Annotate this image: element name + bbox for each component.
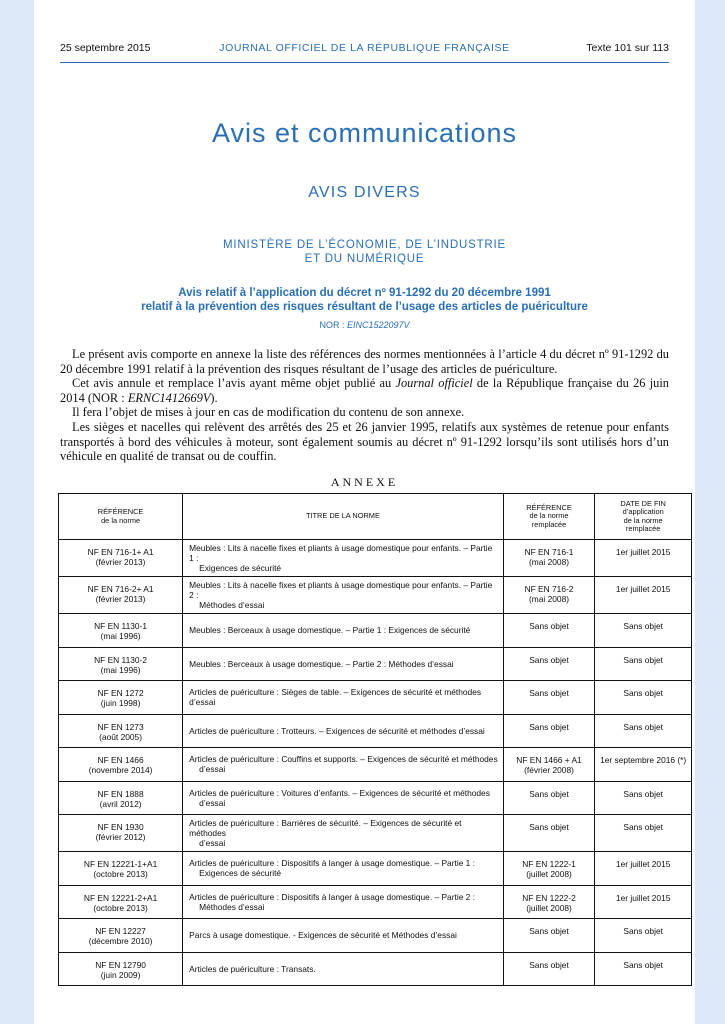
reference-code: NF EN 1130-1 <box>94 621 148 631</box>
page-title: Avis et communications <box>211 118 518 148</box>
avis-title-line-2: relatif à la prévention des risques résultant de l’usage des articles de puériculture <box>141 301 588 313</box>
cell-replaced <box>503 885 595 919</box>
replaced-code: Sans objet <box>529 721 569 732</box>
table-row <box>59 919 692 953</box>
title-line-2: d’essai <box>199 764 226 775</box>
header-title <box>183 494 504 540</box>
reference-date: (octobre 2013) <box>93 869 148 879</box>
section-title: AVIS DIVERS <box>308 184 421 201</box>
avis-title <box>34 286 695 314</box>
cell-replaced <box>503 748 595 782</box>
cell-title <box>183 647 504 681</box>
cell-replaced <box>503 781 595 815</box>
reference-date: (octobre 2013) <box>93 902 148 913</box>
cell-end-date: Sans objet <box>595 681 692 715</box>
reference-code: NF EN 12221-2+A1 <box>83 892 158 903</box>
header-date: 25 septembre 2015 <box>60 42 151 54</box>
title-line-2: Exigences de sécurité <box>199 868 282 879</box>
cell-end-date: 1er juillet 2015 <box>595 885 692 919</box>
document-page <box>34 0 695 1024</box>
table-row <box>59 540 692 577</box>
avis-title-line-1: Avis relatif à l’application du décret nº 91-1292 du 20 décembre 1991 <box>178 287 551 299</box>
reference-date: (novembre 2014) <box>88 765 153 775</box>
reference-date: (décembre 2010) <box>88 936 153 946</box>
cell-replaced <box>503 919 595 953</box>
cell-title <box>183 919 504 953</box>
cell-end-date: Sans objet <box>595 952 692 986</box>
cell-title <box>183 815 504 852</box>
header-end-date <box>595 494 692 540</box>
annexe-title: ANNEXE <box>330 475 399 489</box>
title-line-1: Articles de puériculture : Voitures d’enfants. – Exigences de sécurité et méthodes <box>189 787 490 798</box>
cell-title <box>183 852 504 886</box>
cell-replaced <box>503 647 595 681</box>
table-row <box>59 614 692 648</box>
title-line-1: Meubles : Lits à nacelle fixes et pliants à usage domestique pour enfants. – Partie 1 : <box>189 543 493 563</box>
table-row <box>59 577 692 614</box>
replaced-code: Sans objet <box>529 621 569 631</box>
table-header-row <box>59 494 692 540</box>
cell-end-date: Sans objet <box>595 919 692 953</box>
title-line-1: Articles de puériculture : Dispositifs à langer à usage domestique. – Partie 2 : <box>189 891 475 902</box>
header-end-date-line-3: de la norme <box>623 515 663 525</box>
reference-date: (février 2013) <box>95 594 146 604</box>
ministry-line-1: MINISTÈRE DE L’ÉCONOMIE, DE L’INDUSTRIE <box>223 239 506 251</box>
cell-replaced <box>503 540 595 577</box>
cell-end-date: Sans objet <box>595 647 692 681</box>
cell-reference <box>59 714 183 748</box>
paragraph-2-part-b: de la République française du 26 juin 2014 (NOR : <box>60 376 670 405</box>
cell-end-date: Sans objet <box>595 714 692 748</box>
cell-replaced <box>503 714 595 748</box>
reference-code: NF EN 1930 <box>97 822 144 832</box>
replaced-code: Sans objet <box>529 788 569 799</box>
cell-replaced <box>503 815 595 852</box>
cell-reference <box>59 681 183 715</box>
cell-reference <box>59 647 183 681</box>
reference-code: NF EN 12227 <box>95 926 146 936</box>
title-line-1: Articles de puériculture : Couffins et supports. – Exigences de sécurité et méthodes <box>189 754 498 765</box>
header-replaced-line-2: de la norme <box>529 511 569 521</box>
cell-reference <box>59 815 183 852</box>
cell-end-date: 1er juillet 2015 <box>595 852 692 886</box>
header-title-text: TITRE DE LA NORME <box>305 511 380 521</box>
header-rule <box>60 62 669 63</box>
reference-code: NF EN 1888 <box>97 788 144 799</box>
replaced-date: (juillet 2008) <box>526 902 572 913</box>
title-line-2: Méthodes d’essai <box>199 600 265 610</box>
paragraph-3: Il fera l’objet de mises à jour en cas de modification du contenu de son annexe. <box>72 405 465 420</box>
replaced-date: (février 2008) <box>524 765 574 775</box>
cell-end-date: 1er juillet 2015 <box>595 540 692 577</box>
reference-code: NF EN 12790 <box>95 959 146 970</box>
paragraph-1: Le présent avis comporte en annexe la liste des références des normes mentionnées à l’article 4 du décret nº 91-1292 du 20 décembre 1991 relatif à la prévention des risques résultant de l’usage des articles de puériculture. <box>60 347 669 376</box>
reference-code: NF EN 1273 <box>97 721 144 732</box>
cell-end-date: 1er juillet 2015 <box>595 577 692 614</box>
replaced-code: Sans objet <box>529 959 569 970</box>
cell-reference <box>59 952 183 986</box>
title-line-2: Méthodes d’essai <box>199 901 265 912</box>
cell-reference <box>59 781 183 815</box>
cell-end-date: Sans objet <box>595 614 692 648</box>
reference-code: NF EN 1466 <box>97 755 144 765</box>
reference-date: (mai 1996) <box>100 631 141 641</box>
page-header <box>60 42 669 60</box>
cell-replaced <box>503 852 595 886</box>
cell-reference <box>59 852 183 886</box>
replaced-code: NF EN 716-1 <box>524 547 574 557</box>
header-replaced-line-1: RÉFÉRENCE <box>526 502 572 512</box>
table-row <box>59 781 692 815</box>
left-margin-band <box>0 0 34 1024</box>
reference-code: NF EN 716-2+ A1 <box>87 584 154 594</box>
reference-date: (avril 2012) <box>99 798 142 809</box>
title-line-2: d’essai <box>199 797 226 808</box>
ministry-line-2: ET DU NUMÉRIQUE <box>304 253 425 265</box>
replaced-code: NF EN 1222-1 <box>522 859 576 869</box>
table-row <box>59 952 692 986</box>
title-line-1: Articles de puériculture : Sièges de table. – Exigences de sécurité et méthodes d’essai <box>189 687 482 708</box>
header-reference-line-1: RÉFÉRENCE <box>97 507 144 517</box>
table-row <box>59 647 692 681</box>
cell-title <box>183 540 504 577</box>
header-replaced-reference <box>503 494 595 540</box>
title-line-1: Articles de puériculture : Barrières de sécurité. – Exigences de sécurité et méthodes <box>189 818 462 838</box>
title-line-1: Articles de puériculture : Trotteurs. – Exigences de sécurité et méthodes d’essai <box>189 725 485 736</box>
reference-date: (février 2012) <box>95 832 146 842</box>
reference-code: NF EN 716-1+ A1 <box>87 547 154 557</box>
cell-end-date: Sans objet <box>595 781 692 815</box>
replaced-code: NF EN 1466 + A1 <box>516 755 582 765</box>
cell-reference <box>59 748 183 782</box>
cell-reference <box>59 540 183 577</box>
previous-nor-code: ERNC1412669V <box>127 390 211 405</box>
title-line-1: Articles de puériculture : Dispositifs à langer à usage domestique. – Partie 1 : <box>189 858 475 869</box>
body-text <box>60 347 669 464</box>
cell-title <box>183 885 504 919</box>
paragraph-2-part-a: Cet avis annule et remplace l’avis ayant même objet publié au <box>72 376 396 391</box>
cell-replaced <box>503 952 595 986</box>
reference-date: (juin 2009) <box>100 969 141 980</box>
title-line-1: Meubles : Berceaux à usage domestique. – Partie 2 : Méthodes d’essai <box>189 658 454 669</box>
table-row <box>59 714 692 748</box>
reference-date: (mai 1996) <box>100 664 141 675</box>
cell-title <box>183 714 504 748</box>
paragraph-2 <box>60 376 669 405</box>
table-row <box>59 885 692 919</box>
cell-end-date: Sans objet <box>595 815 692 852</box>
header-replaced-line-3: remplacée <box>531 519 567 529</box>
reference-date: (août 2005) <box>99 731 142 742</box>
replaced-date: (mai 2008) <box>528 594 570 604</box>
replaced-code: Sans objet <box>529 822 569 832</box>
journal-officiel-italic: Journal officiel <box>395 376 473 391</box>
replaced-code: NF EN 1222-2 <box>522 892 576 903</box>
replaced-code: NF EN 716-2 <box>524 584 574 594</box>
title-line-1: Meubles : Lits à nacelle fixes et pliants à usage domestique pour enfants. – Partie 2 : <box>189 580 493 600</box>
paragraph-4: Les sièges et nacelles qui relèvent des arrêtés des 25 et 26 janvier 1995, relatifs aux systèmes de retenue pour enfants transportés à bord des véhicules à moteur, sont également soumis au décret nº 91-1292 lorsqu’ils sont utilisés hors d’un véhicule en qualité de transat ou de couffin. <box>60 419 669 464</box>
cell-replaced <box>503 681 595 715</box>
replaced-code: Sans objet <box>529 654 569 665</box>
title-line-2: d’essai <box>199 838 226 848</box>
replaced-date: (juillet 2008) <box>526 869 572 879</box>
nor-label: NOR : <box>319 320 345 330</box>
replaced-code: Sans objet <box>529 688 569 698</box>
cell-title <box>183 577 504 614</box>
paragraph-2-part-c: ). <box>210 390 218 405</box>
cell-title <box>183 614 504 648</box>
header-journal: JOURNAL OFFICIEL DE LA RÉPUBLIQUE FRANÇAISE <box>219 42 510 54</box>
table-row <box>59 852 692 886</box>
header-text-number: Texte 101 sur 113 <box>586 42 669 54</box>
table-row <box>59 681 692 715</box>
cell-end-date: 1er septembre 2016 (*) <box>595 748 692 782</box>
cell-title <box>183 952 504 986</box>
nor-reference <box>34 320 695 330</box>
title-line-1: Meubles : Berceaux à usage domestique. – Partie 1 : Exigences de sécurité <box>189 625 471 636</box>
reference-code: NF EN 1130-2 <box>94 654 148 665</box>
header-reference <box>59 494 183 540</box>
header-reference-line-2: de la norme <box>101 515 141 525</box>
reference-date: (février 2013) <box>95 557 146 567</box>
reference-code: NF EN 12221-1+A1 <box>83 859 158 869</box>
ministry-name <box>34 238 695 266</box>
cell-reference <box>59 919 183 953</box>
header-end-date-line-2: d’application <box>622 507 664 517</box>
replaced-date: (mai 2008) <box>528 557 570 567</box>
header-end-date-line-1: DATE DE FIN <box>620 498 666 508</box>
cell-reference <box>59 577 183 614</box>
title-line-1: Articles de puériculture : Transats. <box>189 963 316 974</box>
table-row <box>59 748 692 782</box>
replaced-code: Sans objet <box>529 926 569 936</box>
nor-code: EINC1522097V <box>346 320 410 330</box>
reference-date: (juin 1998) <box>100 698 141 708</box>
header-end-date-line-4: remplacée <box>625 523 661 533</box>
cell-replaced <box>503 614 595 648</box>
cell-replaced <box>503 577 595 614</box>
reference-code: NF EN 1272 <box>97 688 144 698</box>
title-line-1: Parcs à usage domestique. - Exigences de sécurité et Méthodes d’essai <box>189 930 457 941</box>
cell-title <box>183 681 504 715</box>
cell-title <box>183 748 504 782</box>
cell-title <box>183 781 504 815</box>
cell-reference <box>59 614 183 648</box>
cell-reference <box>59 885 183 919</box>
right-margin-band <box>695 0 725 1024</box>
norms-table <box>58 493 692 986</box>
title-line-2: Exigences de sécurité <box>199 563 282 573</box>
table-row <box>59 815 692 852</box>
